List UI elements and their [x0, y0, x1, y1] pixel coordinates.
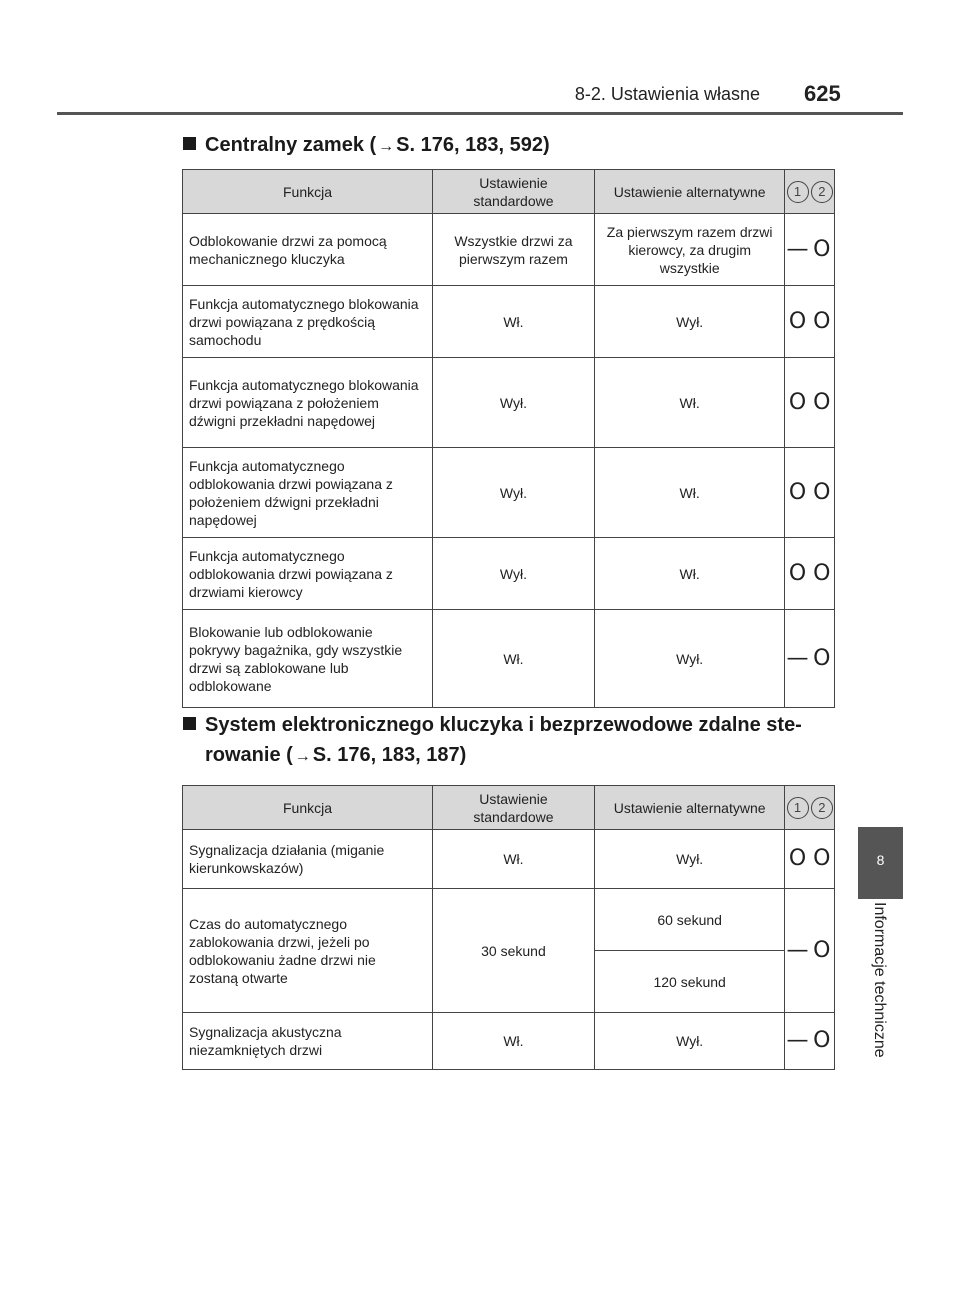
table-row: Czas do automatycznego zablokowania drzwi, jeżeli po odblokowaniu żadne drzwi nie zostaną otwarte 30 sekund 60 sekund — O — [183, 889, 835, 951]
circle-mark: O — [813, 560, 831, 586]
circle-mark: O — [813, 389, 831, 415]
section2-heading: System elektronicznego kluczyka i bezprzewodowe zdalne ste- rowanie ( → S. 176, 183, 187) — [183, 710, 802, 772]
circle-mark: O — [813, 846, 831, 871]
dash-mark: — — [786, 645, 809, 671]
table-row: Funkcja automatycznego blokowania drzwi powiązana z położeniem dźwigni przekładni napędowej Wył. Wł. O O — [183, 358, 835, 448]
table-row: Sygnalizacja akustyczna niezamkniętych drzwi Wł. Wył. — O — [183, 1013, 835, 1070]
settings-table-1 — [182, 169, 835, 708]
circle-mark: O — [813, 236, 831, 262]
circle-mark: O — [788, 846, 807, 871]
table-header-row: Funkcja Ustawienie standardowe Ustawienie alternatywne 1 2 — [183, 170, 835, 214]
table-row: Odblokowanie drzwi za pomocą mechanicznego kluczyka Wszystkie drzwi za pierwszym razem Za pierwszym razem drzwi kierowcy, za drugim wszystkie — O — [183, 214, 835, 286]
circle-mark: O — [813, 937, 831, 963]
section1-heading: Centralny zamek ( → S. 176, 183, 592) — [183, 130, 550, 162]
circle-mark: O — [813, 645, 831, 671]
table-row: Blokowanie lub odblokowanie pokrywy bagażnika, gdy wszystkie drzwi są zablokowane lub odblokowane Wł. Wył. — O — [183, 610, 835, 708]
bullet-square-icon — [183, 717, 196, 730]
header-rule — [57, 112, 903, 115]
settings-table-2 — [182, 785, 835, 1070]
table-header-row: Funkcja Ustawienie standardowe Ustawienie alternatywne 1 2 — [183, 786, 835, 830]
circled-one-icon: 1 — [787, 181, 809, 203]
dash-mark: — — [786, 1028, 809, 1053]
chapter-tab-label: Informacje techniczne — [858, 902, 903, 1097]
circled-two-icon: 2 — [811, 181, 833, 203]
circle-mark: O — [788, 308, 807, 334]
section-title: 8-2. Ustawienia własne — [574, 84, 760, 104]
circle-mark: O — [788, 479, 807, 505]
page-number: 625 — [804, 81, 841, 106]
circled-two-icon: 2 — [811, 797, 833, 819]
table-row: Funkcja automatycznego odblokowania drzwi powiązana z drzwiami kierowcy Wył. Wł. O O — [183, 538, 835, 610]
dash-mark: — — [786, 937, 809, 963]
arrow-icon: → — [378, 138, 395, 155]
table-row: Funkcja automatycznego odblokowania drzwi powiązana z położeniem dźwigni przekładni napędowej Wył. Wł. O O — [183, 448, 835, 538]
table-row: 120 sekund — [183, 951, 835, 1013]
circle-mark: O — [788, 389, 807, 415]
bullet-square-icon — [183, 137, 196, 150]
chapter-tab-number: 8 — [858, 827, 903, 899]
circle-mark: O — [788, 560, 807, 586]
dash-mark: — — [786, 236, 809, 262]
page-header — [0, 0, 960, 115]
arrow-icon: → — [294, 748, 311, 765]
table-row: Funkcja automatycznego blokowania drzwi powiązana z prędkością samochodu Wł. Wył. O O — [183, 286, 835, 358]
circle-mark: O — [813, 479, 831, 505]
circled-one-icon: 1 — [787, 797, 809, 819]
circle-mark: O — [813, 308, 831, 334]
circle-mark: O — [813, 1028, 831, 1053]
table-row: Sygnalizacja działania (miganie kierunkowskazów) Wł. Wył. O O — [183, 830, 835, 889]
